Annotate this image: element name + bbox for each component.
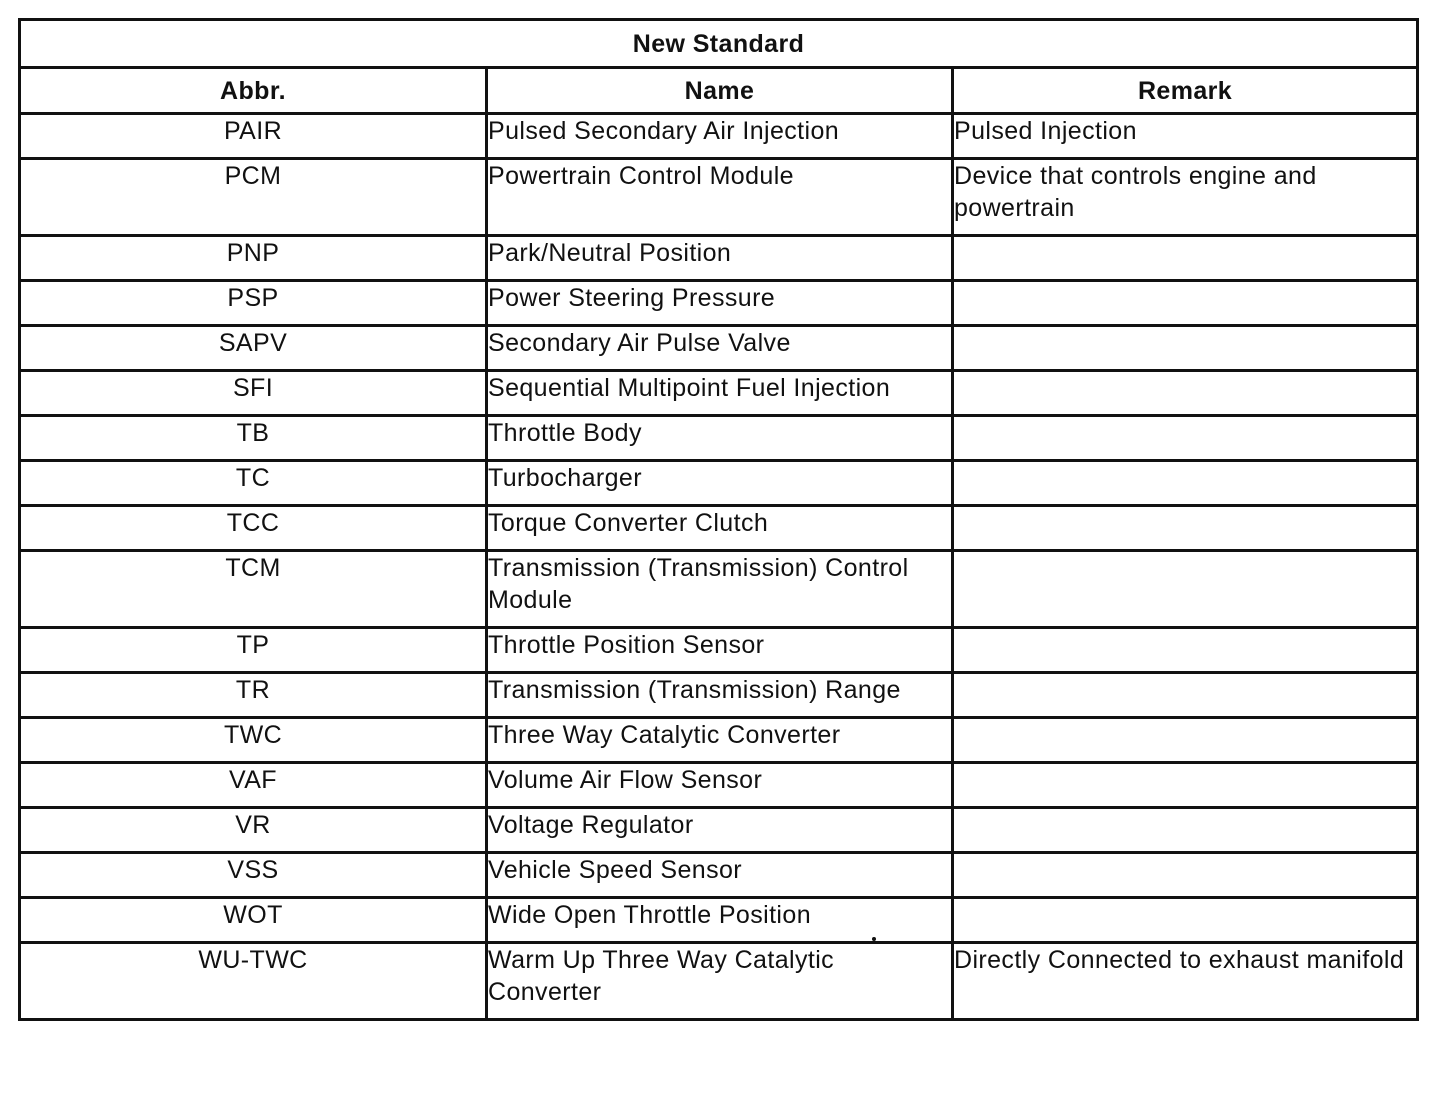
- title-row: [20, 20, 1418, 68]
- table-row: [20, 159, 1418, 236]
- abbr-cell: VR: [20, 808, 487, 853]
- name-cell: Transmission (Transmission) Range: [487, 673, 953, 718]
- name-cell: Powertrain Control Module: [487, 159, 953, 236]
- remark-cell: [953, 763, 1418, 808]
- abbr-cell: TP: [20, 628, 487, 673]
- abbr-cell: TCM: [20, 551, 487, 628]
- table-row: [20, 236, 1418, 281]
- remark-cell: [953, 461, 1418, 506]
- name-cell: Pulsed Secondary Air Injection: [487, 114, 953, 159]
- name-cell: Turbocharger: [487, 461, 953, 506]
- table-row: [20, 506, 1418, 551]
- remark-cell: [953, 506, 1418, 551]
- abbreviation-table: [18, 18, 1419, 1021]
- remark-cell: Pulsed Injection: [953, 114, 1418, 159]
- table-row: [20, 281, 1418, 326]
- remark-cell: [953, 416, 1418, 461]
- table-row: [20, 898, 1418, 943]
- table-row: [20, 628, 1418, 673]
- name-cell: Vehicle Speed Sensor: [487, 853, 953, 898]
- name-cell: Power Steering Pressure: [487, 281, 953, 326]
- abbr-cell: WOT: [20, 898, 487, 943]
- abbr-cell: TWC: [20, 718, 487, 763]
- abbr-cell: SFI: [20, 371, 487, 416]
- table-row: [20, 943, 1418, 1020]
- table-row: [20, 551, 1418, 628]
- name-cell: Voltage Regulator: [487, 808, 953, 853]
- name-cell: Wide Open Throttle Position: [487, 898, 953, 943]
- name-cell: Transmission (Transmission) Control Module: [487, 551, 953, 628]
- table-title: New Standard: [20, 20, 1418, 68]
- table-row: [20, 718, 1418, 763]
- table-row: [20, 326, 1418, 371]
- name-cell: Warm Up Three Way Catalytic Converter: [487, 943, 953, 1020]
- name-cell: Volume Air Flow Sensor: [487, 763, 953, 808]
- table-row: [20, 853, 1418, 898]
- remark-cell: [953, 326, 1418, 371]
- scan-speck: [872, 937, 876, 941]
- header-row: [20, 68, 1418, 114]
- abbr-cell: PAIR: [20, 114, 487, 159]
- remark-cell: [953, 718, 1418, 763]
- abbr-cell: SAPV: [20, 326, 487, 371]
- abbr-cell: WU-TWC: [20, 943, 487, 1020]
- remark-cell: [953, 673, 1418, 718]
- remark-cell: [953, 281, 1418, 326]
- column-header-name: Name: [487, 68, 953, 114]
- remark-cell: [953, 853, 1418, 898]
- remark-cell: [953, 628, 1418, 673]
- name-cell: Sequential Multipoint Fuel Injection: [487, 371, 953, 416]
- abbr-cell: TB: [20, 416, 487, 461]
- name-cell: Park/Neutral Position: [487, 236, 953, 281]
- abbr-cell: VAF: [20, 763, 487, 808]
- remark-cell: [953, 808, 1418, 853]
- column-header-abbr: Abbr.: [20, 68, 487, 114]
- abbr-cell: PNP: [20, 236, 487, 281]
- remark-cell: [953, 371, 1418, 416]
- name-cell: Three Way Catalytic Converter: [487, 718, 953, 763]
- abbr-cell: TR: [20, 673, 487, 718]
- table-row: [20, 763, 1418, 808]
- table-row: [20, 416, 1418, 461]
- remark-cell: [953, 898, 1418, 943]
- remark-cell: [953, 236, 1418, 281]
- table-row: [20, 371, 1418, 416]
- name-cell: Throttle Body: [487, 416, 953, 461]
- abbr-cell: TC: [20, 461, 487, 506]
- abbr-cell: PCM: [20, 159, 487, 236]
- table-row: [20, 673, 1418, 718]
- abbr-cell: PSP: [20, 281, 487, 326]
- abbr-cell: VSS: [20, 853, 487, 898]
- remark-cell: Directly Connected to exhaust manifold: [953, 943, 1418, 1020]
- remark-cell: [953, 551, 1418, 628]
- table-row: [20, 114, 1418, 159]
- table-row: [20, 461, 1418, 506]
- table-row: [20, 808, 1418, 853]
- remark-cell: Device that controls engine and powertrain: [953, 159, 1418, 236]
- name-cell: Secondary Air Pulse Valve: [487, 326, 953, 371]
- name-cell: Torque Converter Clutch: [487, 506, 953, 551]
- name-cell: Throttle Position Sensor: [487, 628, 953, 673]
- abbr-cell: TCC: [20, 506, 487, 551]
- column-header-remark: Remark: [953, 68, 1418, 114]
